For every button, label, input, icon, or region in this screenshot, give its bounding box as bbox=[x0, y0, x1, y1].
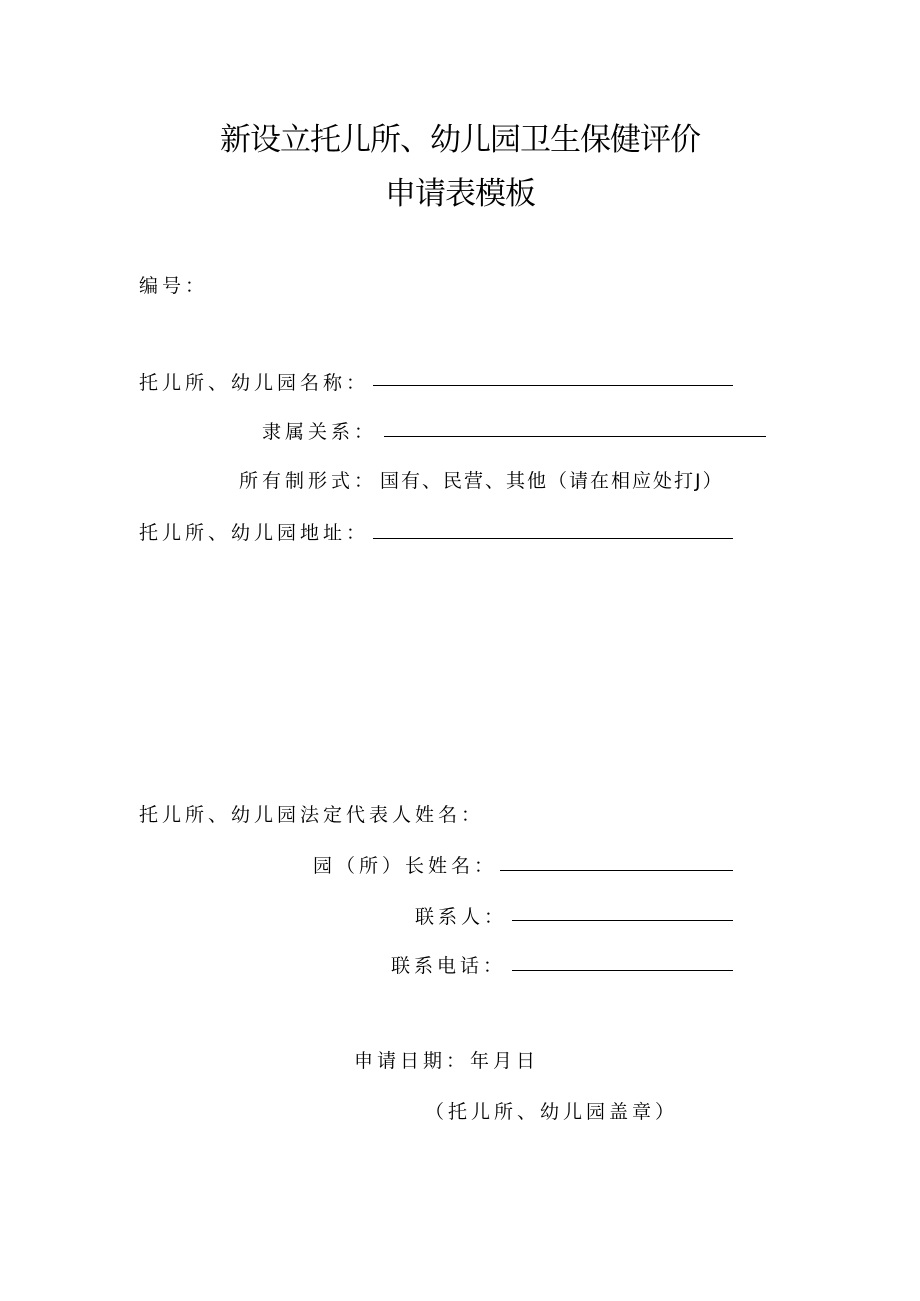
affiliation-field[interactable] bbox=[384, 436, 766, 437]
number-label: 编号： bbox=[139, 275, 209, 297]
application-date-value[interactable]: 年月日 bbox=[470, 1050, 540, 1072]
director-name-field[interactable] bbox=[500, 870, 733, 871]
legal-representative-label: 托儿所、幼儿园法定代表人姓名： bbox=[139, 804, 485, 826]
kindergarten-name-label: 托儿所、幼儿园名称： bbox=[139, 372, 370, 394]
contact-person-label: 联系人： bbox=[415, 906, 508, 928]
ownership-label: 所有制形式： bbox=[239, 470, 378, 492]
contact-phone-field[interactable] bbox=[512, 970, 733, 971]
contact-phone-label: 联系电话： bbox=[391, 955, 507, 977]
document-title-line-2: 申请表模板 bbox=[385, 176, 535, 212]
kindergarten-name-field[interactable] bbox=[373, 385, 733, 386]
application-date-label: 申请日期： bbox=[354, 1050, 470, 1072]
director-name-label: 园（所）长姓名： bbox=[313, 855, 498, 877]
affiliation-label: 隶属关系： bbox=[262, 421, 378, 443]
seal-note: （托儿所、幼儿园盖章） bbox=[425, 1101, 679, 1123]
kindergarten-address-label: 托儿所、幼儿园地址： bbox=[139, 522, 370, 544]
contact-person-field[interactable] bbox=[512, 920, 733, 921]
kindergarten-address-field[interactable] bbox=[373, 538, 733, 539]
ownership-options[interactable]: 国有、民营、其他（请在相应处打J） bbox=[380, 470, 724, 492]
document-title-line-1: 新设立托儿所、幼儿园卫生保健评价 bbox=[220, 122, 700, 158]
